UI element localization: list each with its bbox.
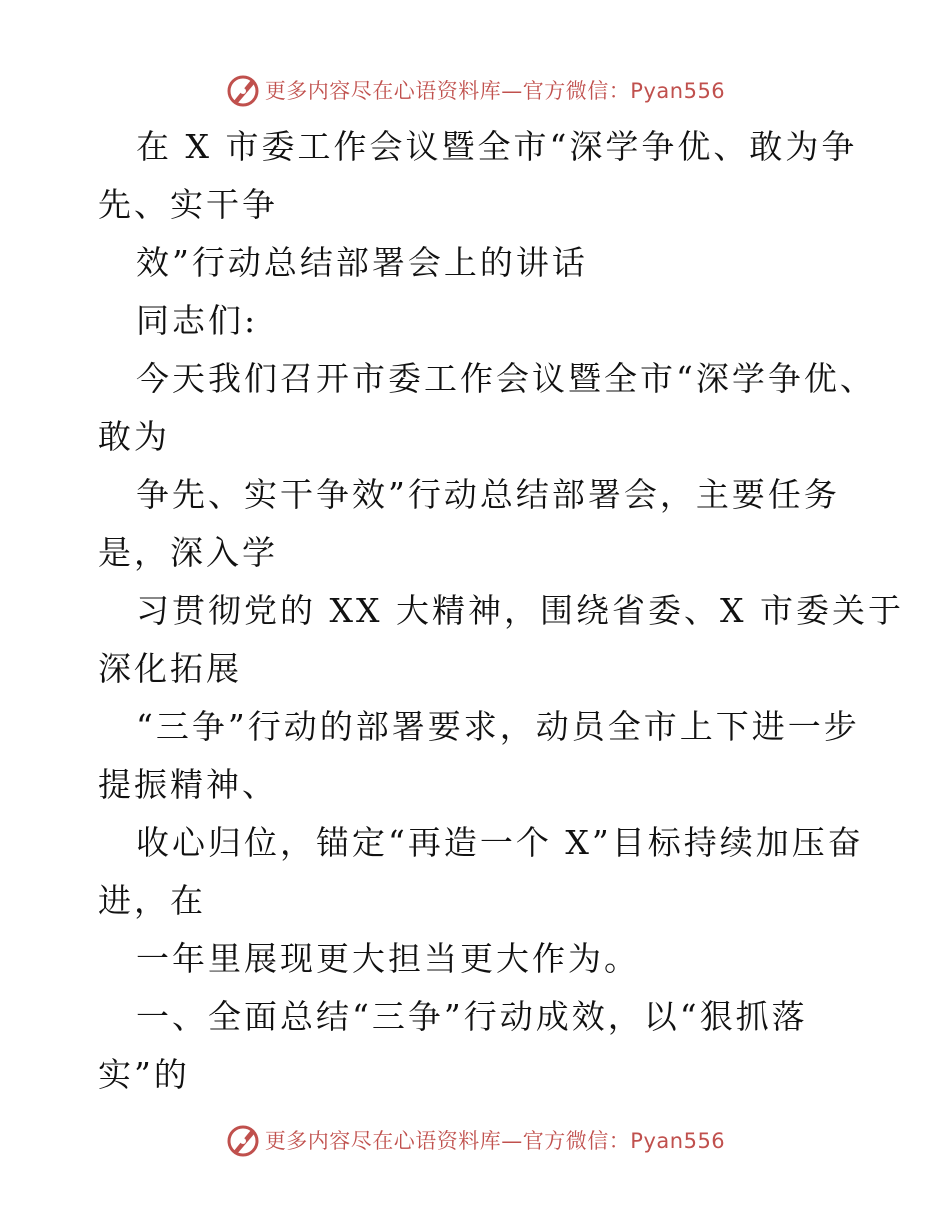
text-line: 进，在 [98, 881, 206, 920]
document-body [98, 118, 904, 1104]
footer-watermark [0, 1120, 950, 1160]
text-line: 收心归位，锚定“再造一个 X”目标持续加压奋 [136, 823, 864, 862]
text-line: 一、全面总结“三争”行动成效，以“狠抓落 [136, 997, 808, 1036]
header-watermark [0, 70, 950, 110]
text-line: 敢为 [98, 417, 170, 456]
text-line: “三争”行动的部署要求，动员全市上下进一步 [136, 707, 860, 746]
text-line: 争先、实干争效”行动总结部署会，主要任务 [136, 475, 840, 514]
text-line: 一年里展现更大担当更大作为。 [136, 939, 640, 978]
text-line: 实”的 [98, 1055, 190, 1094]
pen-logo-icon [225, 1122, 261, 1158]
text-line: 是，深入学 [98, 533, 278, 572]
text-line: 习贯彻党的 XX 大精神，围绕省委、X 市委关于 [136, 591, 904, 630]
text-line: 在 X 市委工作会议暨全市“深学争优、敢为争 [136, 127, 858, 166]
text-line: 先、实干争 [98, 185, 278, 224]
text-line: 提振精神、 [98, 765, 278, 804]
text-line: 今天我们召开市委工作会议暨全市“深学争优、 [136, 359, 876, 398]
watermark-text: 更多内容尽在心语资料库—官方微信：Pyan556 [264, 79, 726, 103]
text-line: 同志们: [136, 301, 259, 340]
pen-logo-icon [225, 72, 261, 108]
text-line: 效”行动总结部署会上的讲话 [136, 243, 588, 282]
text-line: 深化拓展 [98, 649, 242, 688]
watermark-text: 更多内容尽在心语资料库—官方微信：Pyan556 [264, 1129, 726, 1153]
